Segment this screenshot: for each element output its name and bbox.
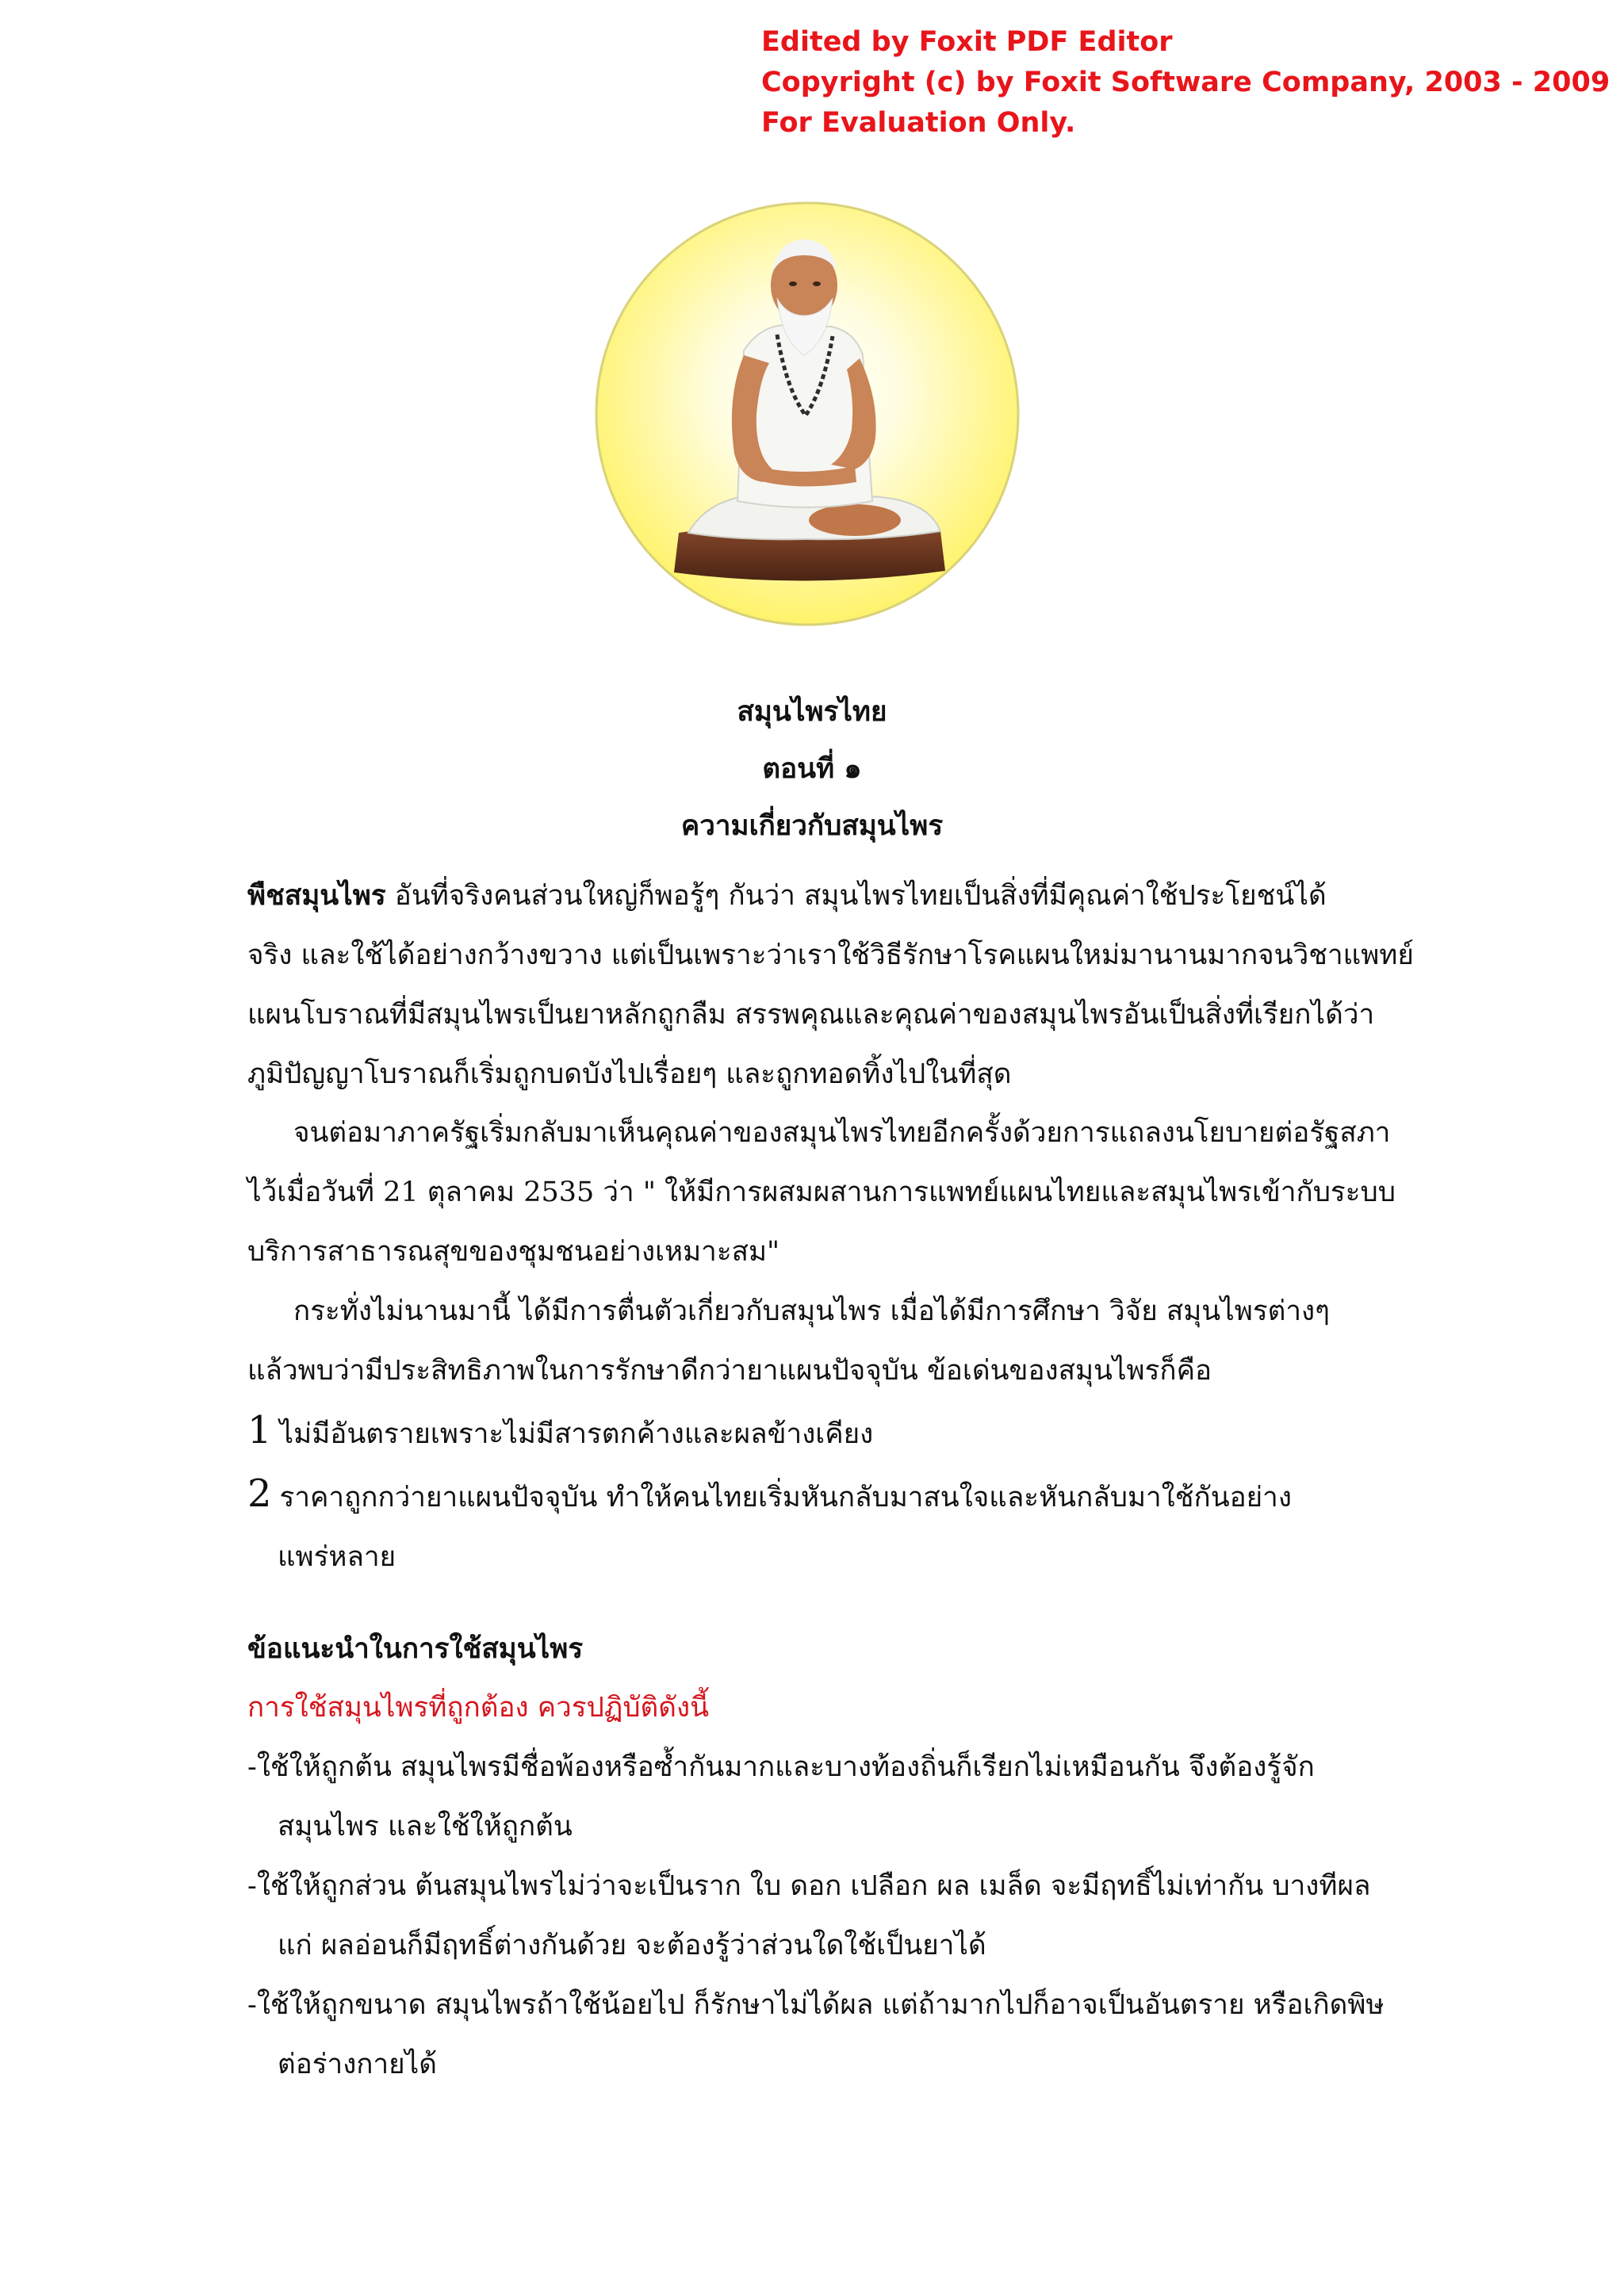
advice-item: -ใช้ให้ถูกขนาด สมุนไพรถ้าใช้น้อยไป ก็รักษาไม่ได้ผล แต่ถ้ามากไปก็อาจเป็นอันตราย หรือเกิดพิษ xyxy=(247,1989,1385,2021)
intro-line: ภูมิปัญญาโบราณก็เริ่มถูกบดบังไปเรื่อยๆ และถูกทอดทิ้งไปในที่สุด xyxy=(247,1058,1012,1090)
intro-line: แผนโบราณที่มีสมุนไพรเป็นยาหลักถูกลืม สรรพคุณและคุณค่าของสมุนไพรอันเป็นสิ่งที่เรียกได้ว่า xyxy=(247,999,1375,1031)
advice-red-heading: การใช้สมุนไพรที่ถูกต้อง ควรปฏิบัติดังนี้ xyxy=(247,1692,710,1724)
intro-paragraph xyxy=(247,866,1414,1104)
watermark-line-2: Copyright (c) by Foxit Software Company, 2003 - 2009 xyxy=(761,67,1611,98)
research-line: กระทั่งไม่นานมานี้ ได้มีการตื่นตัวเกี่ยวกับสมุนไพร เมื่อได้มีการศึกษา วิจัย สมุนไพรต่างๆ xyxy=(293,1295,1330,1327)
advantages-list xyxy=(247,1401,1405,1587)
item-text: แพร่หลาย xyxy=(278,1541,396,1573)
advice-item: -ใช้ให้ถูกต้น สมุนไพรมีชื่อพ้องหรือซ้ำกันมากและบางท้องถิ่นก็เรียกไม่เหมือนกัน จึงต้องรู้จัก xyxy=(247,1751,1315,1783)
intro-line: จริง และใช้ได้อย่างกว้างขวาง แต่เป็นเพราะว่าเราใช้วิธีรักษาโรคแผนใหม่มานานมากจนวิชาแพทย์ xyxy=(247,939,1414,971)
item-number: 1 xyxy=(247,1408,272,1452)
section-title: ความเกี่ยวกับสมุนไพร xyxy=(680,809,944,842)
policy-line: บริการสาธารณสุขของชุมชนอย่างเหมาะสม" xyxy=(247,1236,780,1268)
advice-heading: ข้อแนะนำในการใช้สมุนไพร xyxy=(247,1632,584,1665)
intro-line: อันที่จริงคนส่วนใหญ่ก็พอรู้ๆ กันว่า สมุนไพรไทยเป็นสิ่งที่มีคุณค่าใช้ประโยชน์ได้ xyxy=(385,880,1327,912)
watermark-line-1: Edited by Foxit PDF Editor xyxy=(761,26,1173,58)
episode-label: ตอนที่ ๑ xyxy=(762,752,862,785)
item-text: ราคาถูกกว่ายาแผนปัจจุบัน ทำให้คนไทยเริ่มหันกลับมาสนใจและหันกลับมาใช้กันอย่าง xyxy=(279,1482,1292,1513)
advice-section xyxy=(247,1619,1405,2095)
advice-item: แก่ ผลอ่อนก็มีฤทธิ์ต่างกันด้วย จะต้องรู้ว่าส่วนใดใช้เป็นยาได้ xyxy=(278,1930,986,1961)
list-item xyxy=(247,1464,1405,1528)
hermit-figure-illustration xyxy=(593,200,1021,628)
title-block xyxy=(0,683,1624,855)
policy-line: จนต่อมาภาครัฐเริ่มกลับมาเห็นคุณค่าของสมุนไพรไทยอีกครั้งด้วยการแถลงนโยบายต่อรัฐสภา xyxy=(293,1117,1391,1149)
policy-paragraph xyxy=(247,1104,1405,1282)
foxit-watermark xyxy=(761,22,1610,144)
research-paragraph xyxy=(247,1282,1405,1401)
list-item xyxy=(247,1401,1405,1464)
research-line: แล้วพบว่ามีประสิทธิภาพในการรักษาดีกว่ายาแผนปัจจุบัน ข้อเด่นของสมุนไพรก็คือ xyxy=(247,1355,1212,1387)
watermark-line-3: For Evaluation Only. xyxy=(761,107,1076,139)
advice-item: -ใช้ให้ถูกส่วน ต้นสมุนไพรไม่ว่าจะเป็นราก ใบ ดอก เปลือก ผล เมล็ด จะมีฤทธิ์ไม่เท่ากัน บางทีผล xyxy=(247,1870,1371,1902)
intro-lead: พืชสมุนไพร xyxy=(247,879,386,912)
advice-item: ต่อร่างกายได้ xyxy=(278,2049,437,2080)
policy-line: ไว้เมื่อวันที่ 21 ตุลาคม 2535 ว่า " ให้มีการผสมผสานการแพทย์แผนไทยและสมุนไพรเข้ากับระบบ xyxy=(247,1177,1396,1208)
advice-item: สมุนไพร และใช้ให้ถูกต้น xyxy=(278,1811,573,1843)
bare-feet xyxy=(809,504,901,536)
item-text: ไม่มีอันตรายเพราะไม่มีสารตกค้างและผลข้างเคียง xyxy=(279,1418,874,1450)
page-title: สมุนไพรไทย xyxy=(737,695,887,728)
item-number: 2 xyxy=(247,1471,272,1516)
